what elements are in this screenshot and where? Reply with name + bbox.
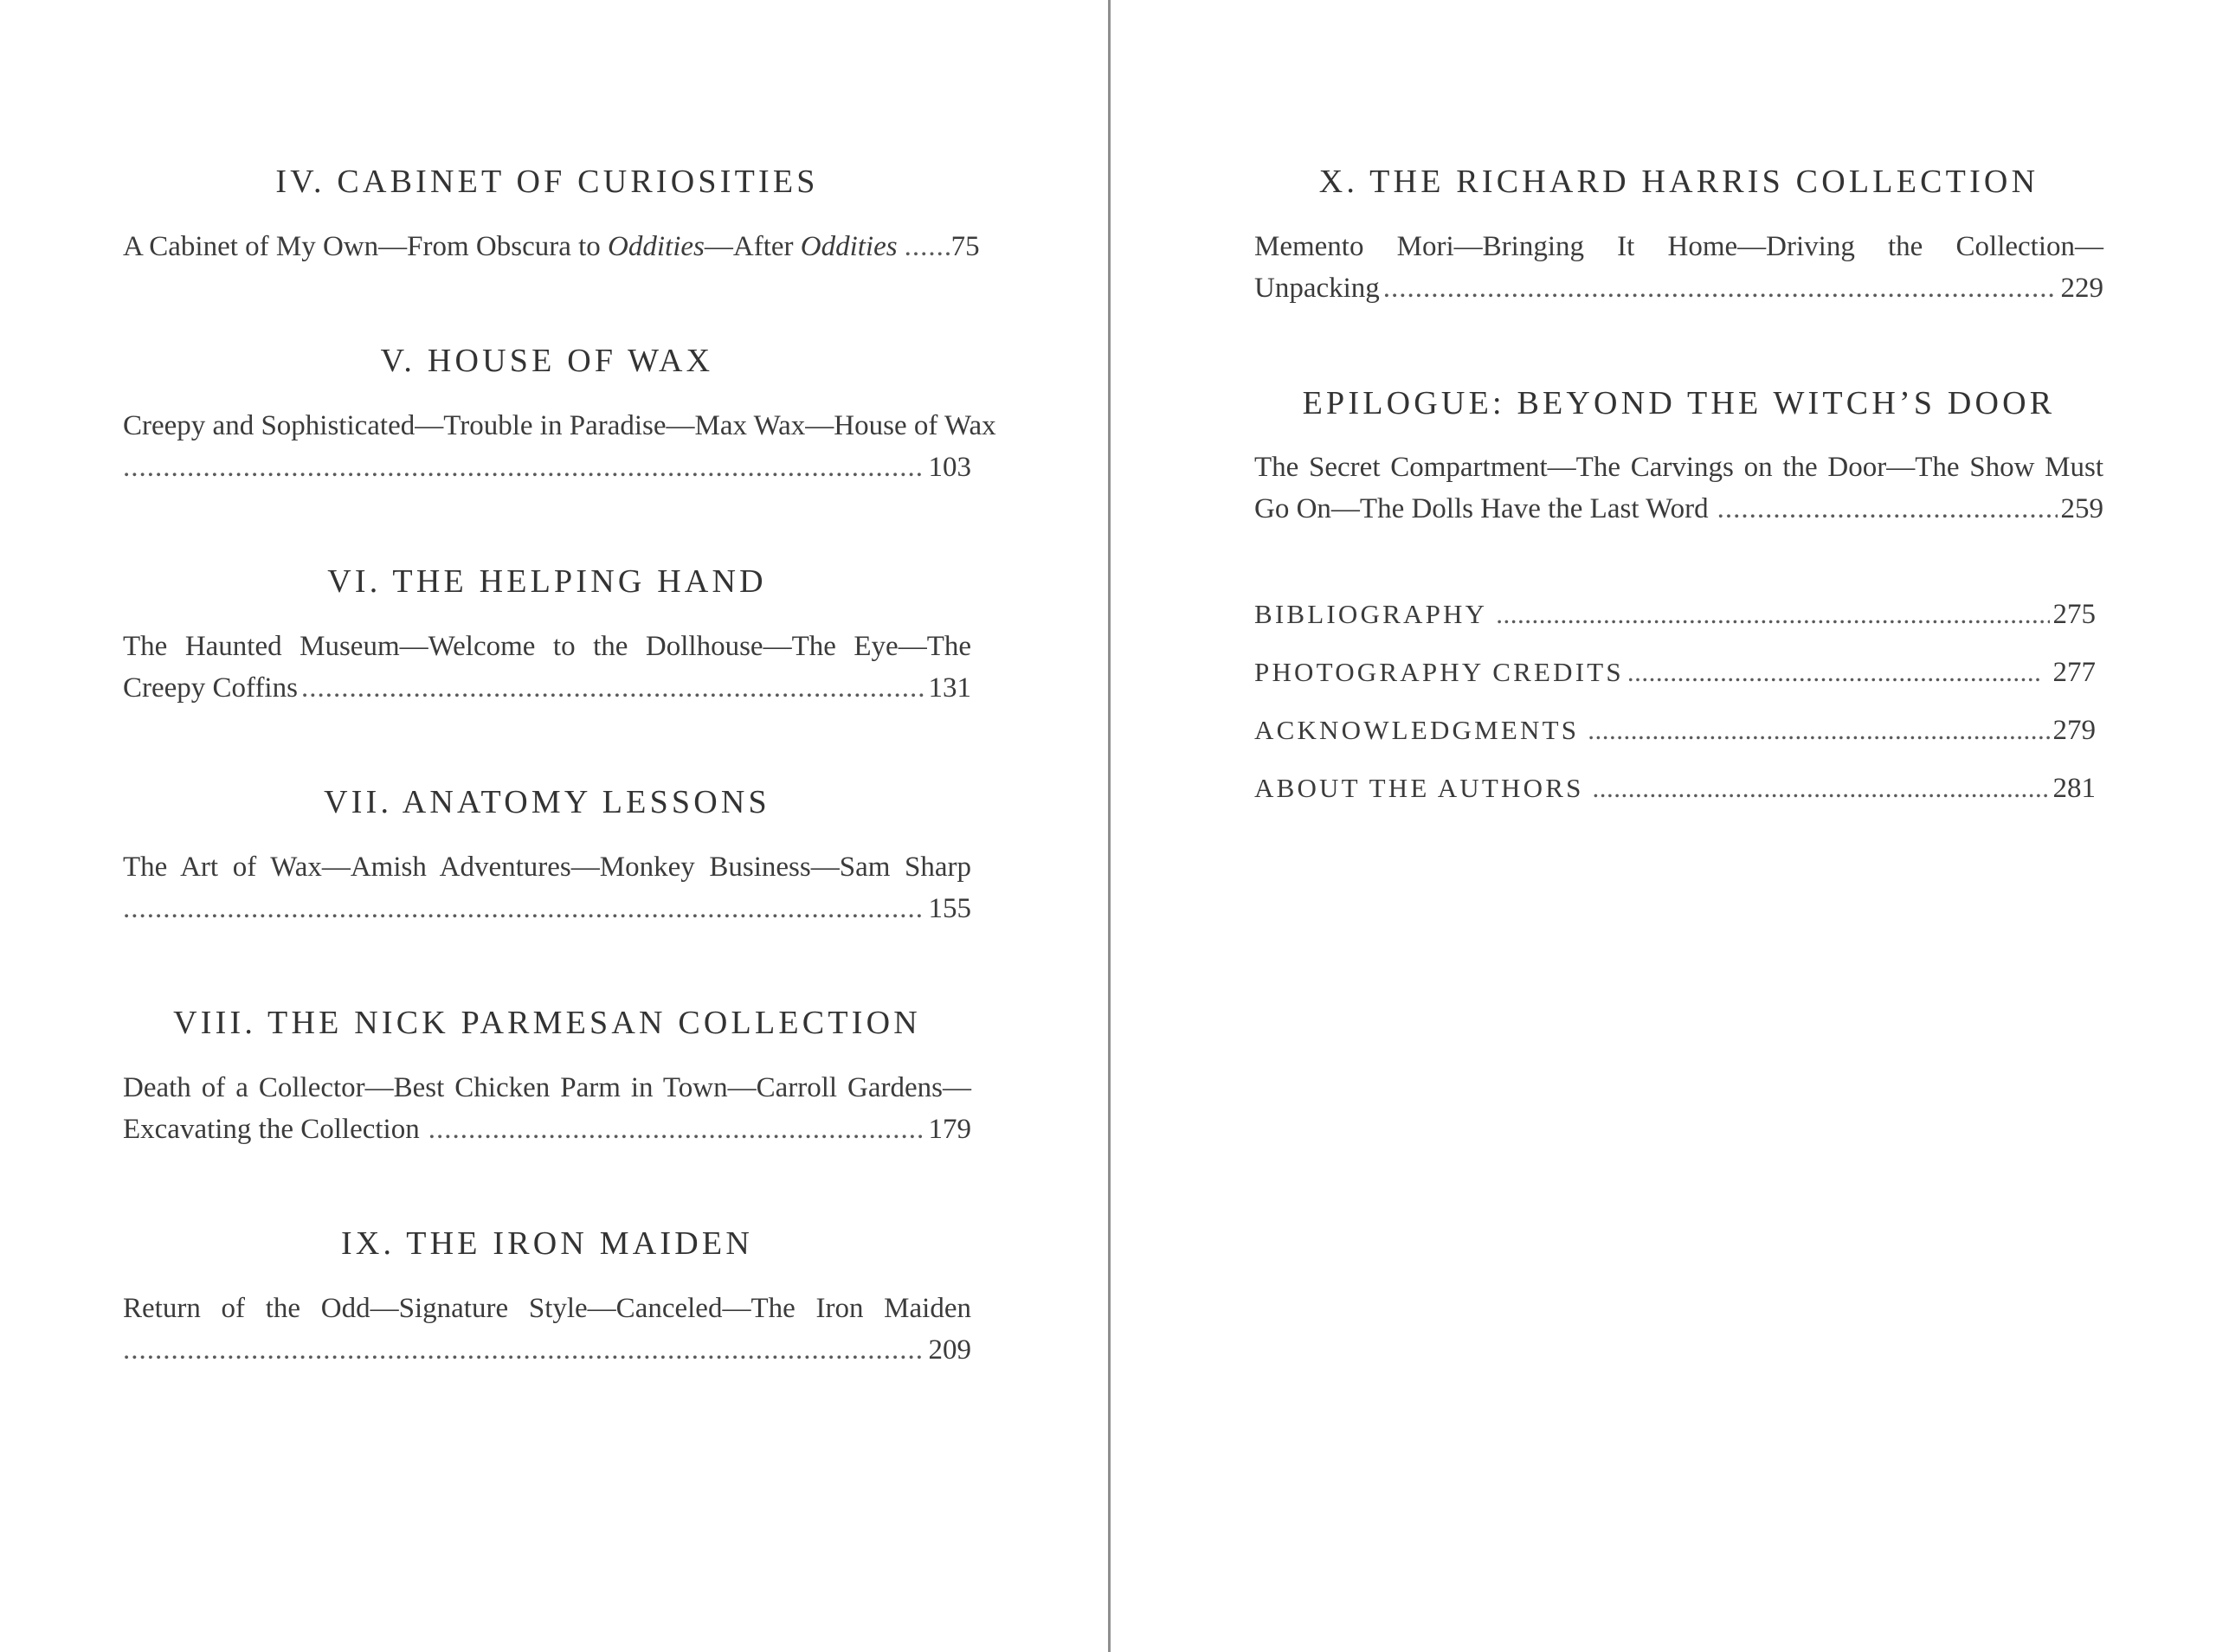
chapter-entry-v [123, 405, 996, 488]
chapter-heading-v: V. HOUSE OF WAX [380, 343, 714, 379]
toc-line: Death of a Collector—Best Chicken Parm in Town—Carroll Gardens— [123, 1072, 971, 1103]
page-number: 277 [2052, 657, 2096, 688]
chapter-heading-vi: VI. THE HELPING HAND [327, 563, 767, 600]
leader-dots [123, 447, 925, 488]
leader-dots [1496, 599, 2049, 630]
chapter-entry-vii [123, 846, 971, 929]
entry-italic-title: Oddities [608, 231, 705, 262]
toc-line: The Secret Compartment—The Carvings on the Door—The Show Must [1254, 452, 2103, 483]
leader-dots [428, 1109, 925, 1150]
leader-dots [905, 226, 950, 267]
page-gutter [1108, 0, 1111, 1652]
entry-italic-title: Oddities [800, 231, 898, 262]
leader-dots [1717, 488, 2058, 530]
chapter-heading-viii: VIII. THE NICK PARMESAN COLLECTION [173, 1005, 921, 1041]
chapter-entry-viii [123, 1067, 971, 1150]
backmatter-item-acknowledgments [1254, 715, 2096, 773]
entry-text: Excavating the Collection [123, 1114, 420, 1145]
leader-dots [1588, 715, 2049, 746]
toc-line [1254, 267, 2103, 309]
page-number: 259 [2060, 493, 2103, 524]
leader-dots [301, 667, 925, 709]
page-number: 281 [2052, 773, 2096, 804]
page-number: 179 [928, 1114, 971, 1145]
chapter-heading-ix: IX. THE IRON MAIDEN [341, 1225, 753, 1262]
page-number: 75 [950, 231, 980, 262]
leader-dots [123, 1329, 925, 1371]
epilogue-entry [1254, 447, 2103, 530]
toc-line [123, 1109, 971, 1150]
entry-text: —After [704, 231, 801, 262]
entry-text: Creepy Coffins [123, 672, 298, 704]
toc-line [123, 667, 971, 709]
toc-line [1254, 488, 2103, 530]
backmatter-label: PHOTOGRAPHY CREDITS [1254, 657, 1624, 687]
toc-line [123, 1329, 971, 1371]
backmatter-list [1254, 599, 2096, 831]
entry-text: A Cabinet of My Own—From Obscura to [123, 231, 609, 262]
chapter-heading-vii: VII. ANATOMY LESSONS [324, 784, 770, 820]
backmatter-label: BIBLIOGRAPHY [1254, 599, 1488, 629]
toc-line [123, 226, 980, 267]
page-number: 209 [928, 1334, 971, 1366]
page-number: 229 [2060, 273, 2103, 304]
chapter-entry-ix [123, 1288, 971, 1371]
chapter-entry-x [1254, 226, 2103, 309]
page-number: 155 [928, 893, 971, 924]
toc-line: The Art of Wax—Amish Adventures—Monkey Business—Sam Sharp [123, 852, 971, 883]
leader-dots [1593, 773, 2050, 804]
page-number: 103 [928, 452, 971, 483]
toc-line [123, 447, 971, 488]
chapter-entry-iv [123, 226, 980, 267]
page-number: 275 [2052, 599, 2096, 630]
epilogue-heading: EPILOGUE: BEYOND THE WITCH’S DOOR [1302, 385, 2056, 421]
toc-line: Return of the Odd—Signature Style—Canceled—The Iron Maiden [123, 1293, 971, 1324]
toc-line: The Haunted Museum—Welcome to the Dollhouse—The Eye—The [123, 631, 971, 662]
page-number: 279 [2052, 715, 2096, 746]
toc-line [123, 888, 971, 929]
chapter-entry-vi [123, 626, 971, 709]
leader-dots [1383, 267, 2058, 309]
backmatter-item-about-the-authors [1254, 773, 2096, 831]
toc-line: Memento Mori—Bringing It Home—Driving the Collection— [1254, 231, 2103, 262]
backmatter-item-photography-credits [1254, 657, 2096, 715]
entry-text: Unpacking [1254, 273, 1380, 304]
leader-dots [1627, 657, 2043, 688]
backmatter-label: ABOUT THE AUTHORS [1254, 773, 1584, 803]
chapter-heading-iv: IV. CABINET OF CURIOSITIES [275, 164, 819, 200]
page-number: 131 [928, 672, 971, 704]
toc-line: Creepy and Sophisticated—Trouble in Paradise—Max Wax—House of Wax [123, 410, 996, 441]
backmatter-item-bibliography [1254, 599, 2096, 657]
backmatter-label: ACKNOWLEDGMENTS [1254, 715, 1580, 745]
leader-dots [123, 888, 925, 929]
entry-text: Go On—The Dolls Have the Last Word [1254, 493, 1709, 524]
chapter-heading-x: X. THE RICHARD HARRIS COLLECTION [1318, 164, 2039, 200]
